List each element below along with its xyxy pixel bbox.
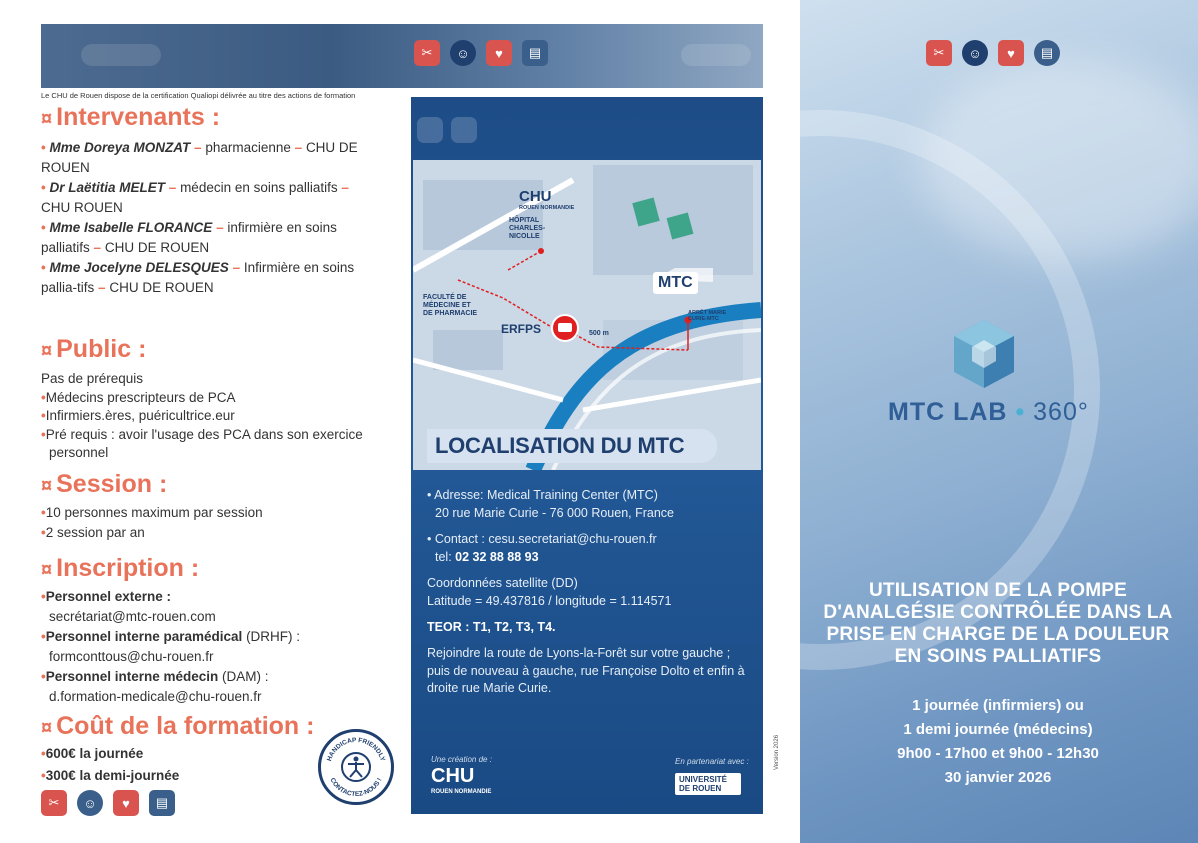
email-value[interactable]: d.formation-medicale@chu-rouen.fr [49, 688, 262, 704]
icon-row-bottom [41, 790, 175, 816]
device-icon: ▤ [1034, 40, 1060, 66]
team-icon: ☺ [77, 790, 103, 816]
schedule-line: 9h00 - 17h00 et 9h00 - 12h30 [897, 745, 1099, 762]
coords-block [427, 575, 747, 610]
email-value[interactable]: secrétariat@mtc-rouen.com [49, 608, 216, 624]
address-label: • Adresse: Medical Training Center (MTC) [427, 488, 658, 502]
banner-decoration [81, 44, 161, 66]
university-logo: UNIVERSITÉ DE ROUEN [675, 773, 741, 795]
handicap-badge [318, 729, 394, 805]
list-item: •10 personnes maximum par session [41, 504, 263, 520]
list-item: •2 session par an [41, 524, 145, 540]
phone[interactable]: tel: 02 32 88 88 93 [435, 549, 539, 564]
left-column [41, 102, 381, 787]
schedule-line: 1 demi journée (médecins) [903, 721, 1093, 738]
device-icon: ▤ [149, 790, 175, 816]
public-intro: Pas de prérequis [41, 371, 144, 386]
list-item: •Médecins prescripteurs de PCA [41, 389, 236, 405]
qualiopi-note: Le CHU de Rouen dispose de la certification Qualiopi délivrée au titre des actions de formation [41, 91, 356, 100]
localisation-title: LOCALISATION DU MTC [435, 433, 685, 458]
contact-block [427, 531, 747, 566]
partner-label: En partenariat avec : [675, 757, 749, 766]
location-map[interactable] [413, 160, 761, 470]
directions: Rejoindre la route de Lyons-la-Forêt sur votre gauche ; puis de nouveau à gauche, rue Françoise Dolto et enfin à droite rue Marie Curie. [427, 646, 745, 695]
list-item: •600€ la journée [41, 745, 144, 761]
map-distance: 500 m [589, 330, 609, 337]
creation-label: Une création de : [431, 755, 492, 764]
list-item: • Dr Laëtitia MELET – médecin en soins palliatifs – CHU ROUEN [41, 180, 349, 215]
instruments-icon: ✂ [41, 790, 67, 816]
map-erfps-label: ERFPS [501, 322, 542, 336]
decoration [417, 117, 443, 143]
mtc-lab-cube-logo [952, 318, 1016, 390]
banner-decoration [681, 44, 751, 66]
coords-title: Coordonnées satellite (DD) [427, 576, 578, 590]
icon-row-cover [926, 40, 1060, 66]
decoration [451, 117, 477, 143]
coords-value: Latitude = 49.437816 / longitude = 1.114571 [427, 593, 672, 608]
map-faculte-label: FACULTÉ DE MÉDECINE ET DE PHARMACIE [423, 294, 478, 317]
svg-text:CONTACTEZ-NOUS !: CONTACTEZ-NOUS ! [328, 776, 384, 799]
location-panel [411, 97, 763, 814]
version-note: Version 2026 [774, 734, 780, 770]
schedule [818, 694, 1178, 790]
map-hopital-label: HÔPITAL CHARLES-NICOLLE [509, 217, 546, 240]
map-mtc-logo: MTC [653, 272, 698, 294]
monitor-icon: ♥ [113, 790, 139, 816]
footer-chu-logo: CHU [431, 765, 475, 787]
schedule-line: 30 janvier 2026 [944, 769, 1052, 786]
map-chu-sub: ROUEN NORMANDIE [519, 205, 575, 211]
teor-lines: TEOR : T1, T2, T3, T4. [427, 620, 556, 634]
instruments-icon: ✂ [414, 40, 440, 66]
list-item: • Mme Doreya MONZAT – pharmacienne – CHU DE ROUEN [41, 140, 358, 175]
list-item: •Pré requis : avoir l'usage des PCA dans son exercice personnel [41, 426, 363, 460]
map-chu-logo: CHU [519, 188, 552, 205]
list-item: •Personnel externe : [41, 588, 172, 604]
monitor-icon: ♥ [486, 40, 512, 66]
cover-panel [800, 0, 1198, 843]
list-item: •Personnel interne paramédical (DRHF) : [41, 628, 301, 644]
inscription-list [41, 587, 381, 707]
list-item: •Infirmiers.ères, puéricultrice.eur [41, 408, 235, 423]
list-item: •Personnel interne médecin (DAM) : [41, 668, 269, 684]
icon-row-top [414, 40, 548, 66]
map-arret-label: ARRÊT MARIE CURIE-MTC [688, 310, 727, 322]
svg-text:HANDICAP FRIENDLY: HANDICAP FRIENDLY [326, 736, 386, 763]
brand-name: MTC LAB • 360° [888, 398, 1089, 426]
training-title: UTILISATION DE LA POMPE D'ANALGÉSIE CONTRÔLÉE DANS LA PRISE EN CHARGE DE LA DOULEUR EN SOINS PALLIATIFS [823, 580, 1173, 667]
address-block [427, 487, 747, 522]
session-title: ¤ Session : [41, 469, 168, 498]
intervenants-list [41, 138, 381, 298]
list-item: • Mme Jocelyne DELESQUES – Infirmière en soins pallia-tifs – CHU DE ROUEN [41, 260, 355, 295]
instruments-icon: ✂ [926, 40, 952, 66]
address-line: 20 rue Marie Curie - 76 000 Rouen, France [435, 505, 675, 520]
intervenants-title: ¤ Intervenants : [41, 103, 221, 131]
list-item: •300€ la demi-journée [41, 767, 180, 783]
public-list [41, 370, 381, 463]
session-list [41, 503, 381, 543]
device-icon: ▤ [522, 40, 548, 66]
team-icon: ☺ [962, 40, 988, 66]
cout-title: ¤ Coût de la formation : [41, 711, 315, 740]
public-title: ¤ Public : [41, 335, 147, 363]
schedule-line: 1 journée (infirmiers) ou [912, 697, 1084, 714]
team-icon: ☺ [450, 40, 476, 66]
email-value[interactable]: formconttous@chu-rouen.fr [49, 648, 214, 664]
footer-chu-sub: ROUEN NORMANDIE [431, 789, 492, 795]
top-banner-photo [41, 24, 763, 88]
list-item: • Mme Isabelle FLORANCE – infirmière en soins palliatifs – CHU DE ROUEN [41, 220, 337, 255]
contact-label[interactable]: • Contact : cesu.secretariat@chu-rouen.fr [427, 532, 657, 546]
monitor-icon: ♥ [998, 40, 1024, 66]
inscription-title: ¤ Inscription : [41, 553, 200, 582]
